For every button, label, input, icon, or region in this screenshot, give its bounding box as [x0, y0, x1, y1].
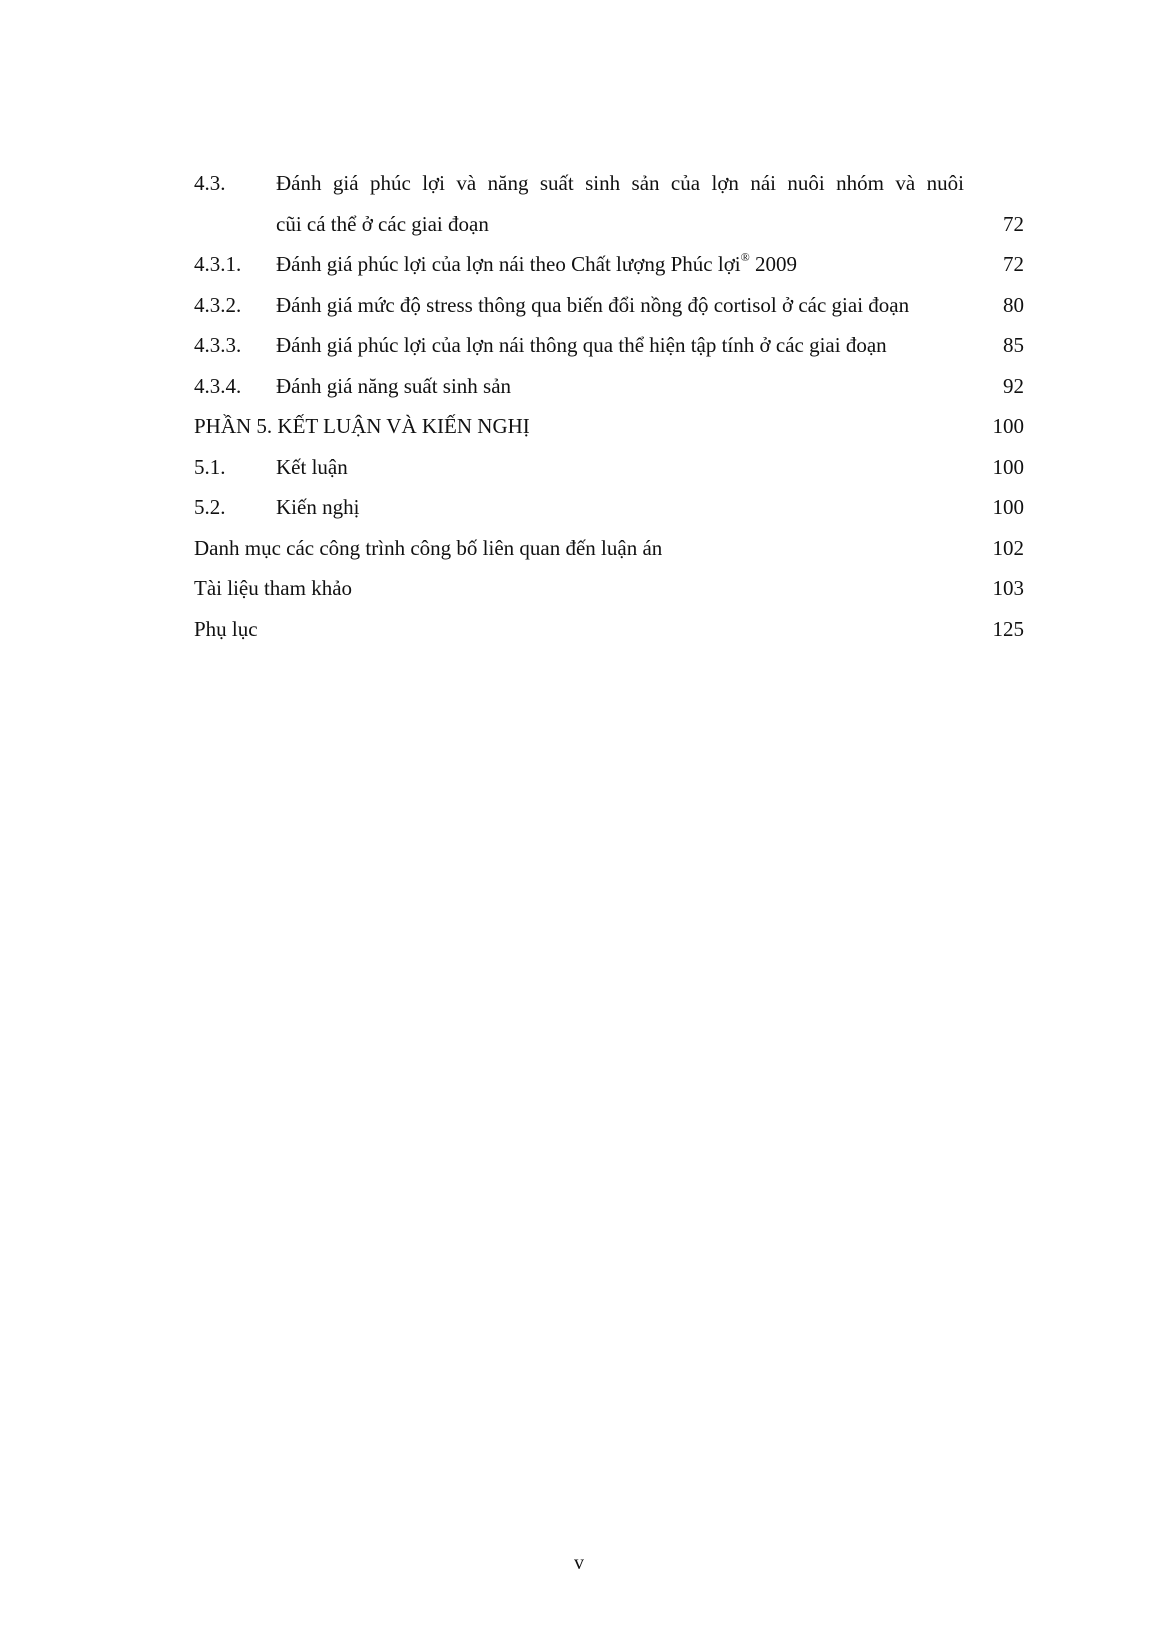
toc-entry-number: 5.2. — [194, 495, 226, 519]
toc-entry-page: 100 — [992, 495, 1024, 519]
toc-entry-page: 100 — [992, 454, 1024, 479]
toc-entry-number: 4.3.3. — [194, 333, 242, 357]
toc-entry-number: 5.1. — [194, 454, 226, 479]
toc-entry-page: 85 — [1003, 333, 1024, 357]
toc-entry-title-year: 2009 — [749, 252, 798, 276]
toc-entry-title: Đánh giá năng suất sinh sản — [276, 373, 512, 398]
toc-entry-4-3-3[interactable] — [194, 325, 1024, 366]
toc-entry-title: Đánh giá mức độ stress thông qua biến đổi nồng độ cortisol ở các giai đoạn — [276, 292, 910, 317]
toc-entry-page: 100 — [992, 414, 1024, 438]
toc-entry-number: 4.3.1. — [194, 252, 242, 276]
toc-entry-title: Tài liệu tham khảo — [194, 576, 353, 600]
toc-entry-number: 4.3.2. — [194, 292, 242, 317]
toc-entry-publications[interactable] — [194, 528, 1024, 569]
page-number-footer: v — [574, 1552, 584, 1574]
toc-entry-title: Kết luận — [276, 454, 348, 479]
toc-entry-title: Đánh giá phúc lợi của lợn nái thông qua thể hiện tập tính ở các giai đoạn — [276, 333, 887, 357]
toc-entry-4-3-line-1[interactable] — [194, 163, 1024, 204]
toc-entry-4-3-4[interactable] — [194, 366, 1024, 407]
toc-entry-number: 4.3. — [194, 171, 226, 195]
table-of-contents — [194, 163, 1024, 649]
toc-entry-references[interactable] — [194, 568, 1024, 609]
toc-entry-title — [276, 244, 797, 285]
toc-entry-page: 102 — [992, 535, 1024, 560]
toc-entry-page: 72 — [1003, 211, 1024, 236]
registered-mark: ® — [740, 250, 750, 264]
toc-entry-title-continued: cũi cá thể ở các giai đoạn — [276, 211, 489, 236]
toc-entry-page: 72 — [1003, 252, 1024, 276]
toc-entry-page: 92 — [1003, 373, 1024, 398]
toc-entry-4-3-2[interactable] — [194, 285, 1024, 326]
toc-entry-title-text: Đánh giá phúc lợi của lợn nái theo Chất lượng Phúc lợi — [276, 252, 741, 276]
toc-part-heading: PHẦN 5. KẾT LUẬN VÀ KIẾN NGHỊ — [194, 414, 530, 438]
toc-entry-4-3-1[interactable] — [194, 244, 1024, 285]
toc-entry-title: Phụ lục — [194, 616, 258, 641]
toc-entry-title: Danh mục các công trình công bố liên quan đến luận án — [194, 535, 663, 560]
toc-entry-5-2[interactable] — [194, 487, 1024, 528]
toc-entry-appendix[interactable] — [194, 609, 1024, 650]
toc-entry-number: 4.3.4. — [194, 373, 242, 398]
toc-entry-part-5[interactable] — [194, 406, 1024, 447]
toc-entry-page: 125 — [992, 616, 1024, 641]
toc-entry-4-3-line-2[interactable] — [194, 204, 1024, 245]
toc-entry-page: 80 — [1003, 292, 1024, 317]
toc-entry-title: Đánh giá phúc lợi và năng suất sinh sản của lợn nái nuôi nhóm và nuôi — [276, 171, 964, 195]
toc-entry-page: 103 — [992, 576, 1024, 600]
toc-entry-title: Kiến nghị — [276, 495, 360, 519]
toc-entry-5-1[interactable] — [194, 447, 1024, 488]
